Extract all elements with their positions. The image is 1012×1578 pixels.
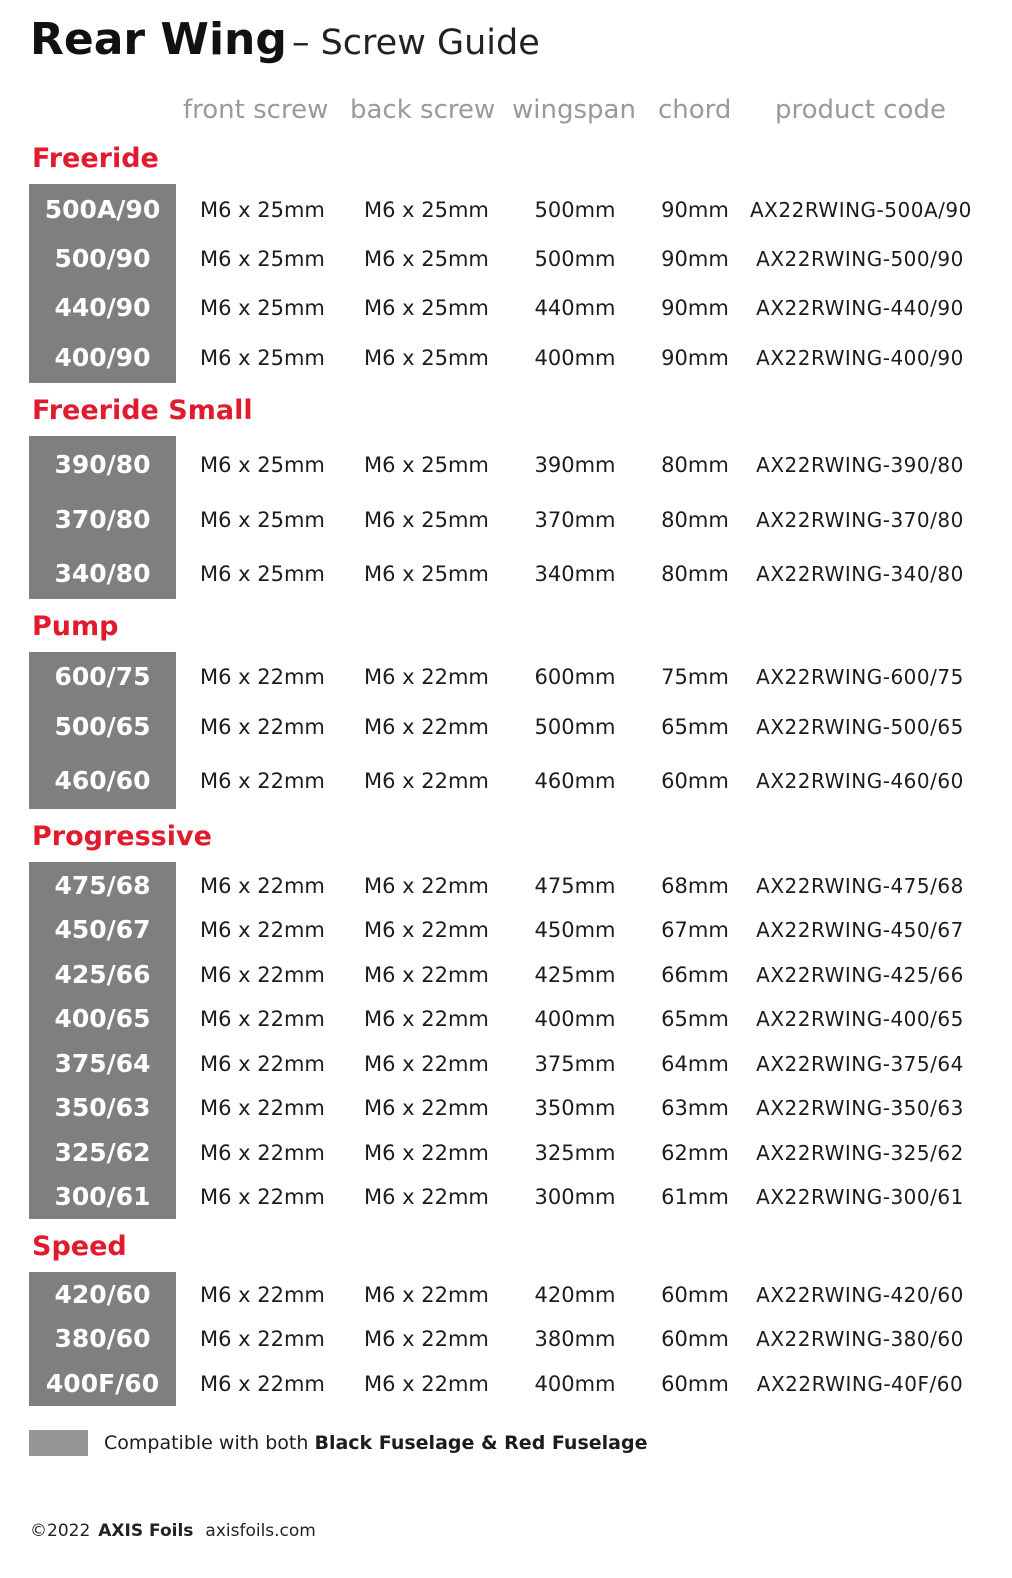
footer-copyright: ©2022: [30, 1521, 91, 1541]
cell-back: M6 x 22mm: [364, 715, 489, 739]
table-row: [0, 1369, 1012, 1399]
column-header-chord: chord: [658, 95, 732, 125]
cell-back: M6 x 25mm: [364, 562, 489, 586]
cell-model: 325/62: [54, 1138, 151, 1167]
cell-model: 390/80: [54, 450, 151, 479]
cell-front: M6 x 22mm: [200, 1283, 325, 1307]
table-row: [0, 505, 1012, 535]
cell-code: AX22RWING-400/90: [756, 346, 964, 370]
cell-span: 500mm: [534, 247, 616, 271]
cell-model: 460/60: [54, 766, 151, 795]
cell-span: 475mm: [534, 874, 616, 898]
cell-code: AX22RWING-440/90: [756, 296, 964, 320]
cell-front: M6 x 22mm: [200, 1372, 325, 1396]
cell-code: AX22RWING-600/75: [756, 665, 964, 689]
table-row: [0, 450, 1012, 480]
cell-model: 475/68: [54, 871, 151, 900]
footer: [30, 1520, 316, 1542]
cell-chord: 60mm: [661, 1372, 729, 1396]
cell-front: M6 x 25mm: [200, 247, 325, 271]
title-sub: – Screw Guide: [291, 23, 540, 63]
footer-site: axisfoils.com: [205, 1521, 316, 1541]
cell-model: 500/65: [54, 712, 151, 741]
section-title: Speed: [32, 1231, 127, 1262]
cell-code: AX22RWING-390/80: [756, 453, 964, 477]
cell-back: M6 x 22mm: [364, 1185, 489, 1209]
table-row: [0, 871, 1012, 901]
cell-chord: 65mm: [661, 715, 729, 739]
cell-model: 350/63: [54, 1093, 151, 1122]
cell-span: 500mm: [534, 198, 616, 222]
table-row: [0, 1004, 1012, 1034]
table-row: [0, 195, 1012, 225]
cell-model: 450/67: [54, 915, 151, 944]
cell-chord: 60mm: [661, 1283, 729, 1307]
table-row: [0, 766, 1012, 796]
cell-model: 420/60: [54, 1280, 151, 1309]
cell-model: 400F/60: [45, 1369, 160, 1398]
table-row: [0, 244, 1012, 274]
cell-front: M6 x 25mm: [200, 198, 325, 222]
cell-span: 350mm: [534, 1096, 616, 1120]
cell-model: 440/90: [54, 293, 151, 322]
cell-code: AX22RWING-340/80: [756, 562, 964, 586]
cell-front: M6 x 22mm: [200, 963, 325, 987]
cell-chord: 80mm: [661, 453, 729, 477]
cell-model: 370/80: [54, 505, 151, 534]
section-title: Pump: [32, 611, 119, 642]
cell-chord: 64mm: [661, 1052, 729, 1076]
cell-back: M6 x 22mm: [364, 1327, 489, 1351]
cell-back: M6 x 22mm: [364, 1372, 489, 1396]
cell-code: AX22RWING-460/60: [756, 769, 964, 793]
cell-front: M6 x 22mm: [200, 1141, 325, 1165]
cell-code: AX22RWING-475/68: [756, 874, 964, 898]
cell-front: M6 x 22mm: [200, 918, 325, 942]
table-row: [0, 1182, 1012, 1212]
cell-span: 440mm: [534, 296, 616, 320]
cell-span: 400mm: [534, 1372, 616, 1396]
cell-model: 340/80: [54, 559, 151, 588]
cell-back: M6 x 25mm: [364, 296, 489, 320]
table-row: [0, 1324, 1012, 1354]
cell-span: 425mm: [534, 963, 616, 987]
footer-brand: AXIS Foils: [98, 1521, 194, 1541]
cell-code: AX22RWING-380/60: [756, 1327, 964, 1351]
cell-chord: 62mm: [661, 1141, 729, 1165]
cell-chord: 66mm: [661, 963, 729, 987]
cell-code: AX22RWING-400/65: [756, 1007, 964, 1031]
cell-model: 400/90: [54, 343, 151, 372]
cell-span: 400mm: [534, 346, 616, 370]
cell-chord: 90mm: [661, 247, 729, 271]
cell-chord: 60mm: [661, 1327, 729, 1351]
table-row: [0, 293, 1012, 323]
cell-front: M6 x 25mm: [200, 346, 325, 370]
cell-front: M6 x 22mm: [200, 1185, 325, 1209]
column-header-wingspan: wingspan: [512, 95, 636, 125]
cell-front: M6 x 22mm: [200, 1052, 325, 1076]
cell-code: AX22RWING-500/90: [756, 247, 964, 271]
cell-span: 600mm: [534, 665, 616, 689]
table-row: [0, 1138, 1012, 1168]
cell-code: AX22RWING-375/64: [756, 1052, 964, 1076]
cell-back: M6 x 25mm: [364, 453, 489, 477]
cell-back: M6 x 22mm: [364, 874, 489, 898]
legend-text-bold: Black Fuselage & Red Fuselage: [314, 1432, 648, 1454]
cell-back: M6 x 22mm: [364, 1052, 489, 1076]
cell-chord: 61mm: [661, 1185, 729, 1209]
cell-model: 500/90: [54, 244, 151, 273]
cell-front: M6 x 22mm: [200, 715, 325, 739]
cell-back: M6 x 25mm: [364, 247, 489, 271]
cell-span: 300mm: [534, 1185, 616, 1209]
cell-span: 450mm: [534, 918, 616, 942]
cell-code: AX22RWING-325/62: [756, 1141, 964, 1165]
cell-front: M6 x 22mm: [200, 769, 325, 793]
cell-model: 425/66: [54, 960, 151, 989]
section-title: Progressive: [32, 821, 212, 852]
table-row: [0, 915, 1012, 945]
cell-chord: 80mm: [661, 562, 729, 586]
cell-front: M6 x 25mm: [200, 562, 325, 586]
column-header-front-screw: front screw: [183, 95, 329, 125]
cell-span: 460mm: [534, 769, 616, 793]
table-row: [0, 1049, 1012, 1079]
cell-back: M6 x 22mm: [364, 963, 489, 987]
cell-code: AX22RWING-500/65: [756, 715, 964, 739]
section-title: Freeride Small: [32, 395, 253, 426]
cell-span: 500mm: [534, 715, 616, 739]
cell-span: 390mm: [534, 453, 616, 477]
cell-model: 600/75: [54, 662, 151, 691]
cell-span: 375mm: [534, 1052, 616, 1076]
cell-code: AX22RWING-420/60: [756, 1283, 964, 1307]
cell-back: M6 x 22mm: [364, 1283, 489, 1307]
cell-back: M6 x 25mm: [364, 508, 489, 532]
cell-front: M6 x 25mm: [200, 453, 325, 477]
cell-front: M6 x 22mm: [200, 874, 325, 898]
legend-text-regular: Compatible with both: [104, 1432, 315, 1454]
cell-back: M6 x 22mm: [364, 769, 489, 793]
cell-span: 380mm: [534, 1327, 616, 1351]
cell-span: 370mm: [534, 508, 616, 532]
title-main: Rear Wing: [30, 14, 287, 65]
cell-span: 340mm: [534, 562, 616, 586]
cell-front: M6 x 22mm: [200, 1096, 325, 1120]
cell-chord: 63mm: [661, 1096, 729, 1120]
table-row: [0, 712, 1012, 742]
cell-front: M6 x 22mm: [200, 665, 325, 689]
table-row: [0, 1093, 1012, 1123]
cell-front: M6 x 22mm: [200, 1007, 325, 1031]
cell-code: AX22RWING-450/67: [756, 918, 964, 942]
table-row: [0, 559, 1012, 589]
cell-back: M6 x 25mm: [364, 198, 489, 222]
cell-code: AX22RWING-350/63: [756, 1096, 964, 1120]
cell-code: AX22RWING-40F/60: [756, 1372, 964, 1396]
cell-back: M6 x 22mm: [364, 918, 489, 942]
column-header-product-code: product code: [775, 95, 946, 125]
cell-back: M6 x 22mm: [364, 665, 489, 689]
section-title: Freeride: [32, 143, 159, 174]
cell-front: M6 x 25mm: [200, 296, 325, 320]
cell-chord: 90mm: [661, 346, 729, 370]
table-row: [0, 343, 1012, 373]
cell-back: M6 x 22mm: [364, 1096, 489, 1120]
cell-back: M6 x 25mm: [364, 346, 489, 370]
cell-front: M6 x 25mm: [200, 508, 325, 532]
cell-chord: 68mm: [661, 874, 729, 898]
cell-span: 400mm: [534, 1007, 616, 1031]
legend-text: [104, 1429, 647, 1457]
legend-swatch: [29, 1430, 88, 1456]
cell-back: M6 x 22mm: [364, 1007, 489, 1031]
column-header-back-screw: back screw: [350, 95, 496, 125]
cell-model: 400/65: [54, 1004, 151, 1033]
cell-chord: 65mm: [661, 1007, 729, 1031]
cell-model: 380/60: [54, 1324, 151, 1353]
table-row: [0, 960, 1012, 990]
cell-chord: 80mm: [661, 508, 729, 532]
cell-span: 325mm: [534, 1141, 616, 1165]
cell-front: M6 x 22mm: [200, 1327, 325, 1351]
table-row: [0, 662, 1012, 692]
cell-chord: 90mm: [661, 296, 729, 320]
cell-chord: 67mm: [661, 918, 729, 942]
page-title: [30, 14, 540, 65]
table-row: [0, 1280, 1012, 1310]
cell-code: AX22RWING-300/61: [756, 1185, 964, 1209]
cell-chord: 90mm: [661, 198, 729, 222]
cell-code: AX22RWING-500A/90: [750, 198, 972, 222]
cell-code: AX22RWING-425/66: [756, 963, 964, 987]
cell-back: M6 x 22mm: [364, 1141, 489, 1165]
cell-model: 375/64: [54, 1049, 151, 1078]
cell-code: AX22RWING-370/80: [756, 508, 964, 532]
cell-model: 500A/90: [44, 195, 161, 224]
cell-model: 300/61: [54, 1182, 151, 1211]
cell-chord: 75mm: [661, 665, 729, 689]
cell-chord: 60mm: [661, 769, 729, 793]
cell-span: 420mm: [534, 1283, 616, 1307]
